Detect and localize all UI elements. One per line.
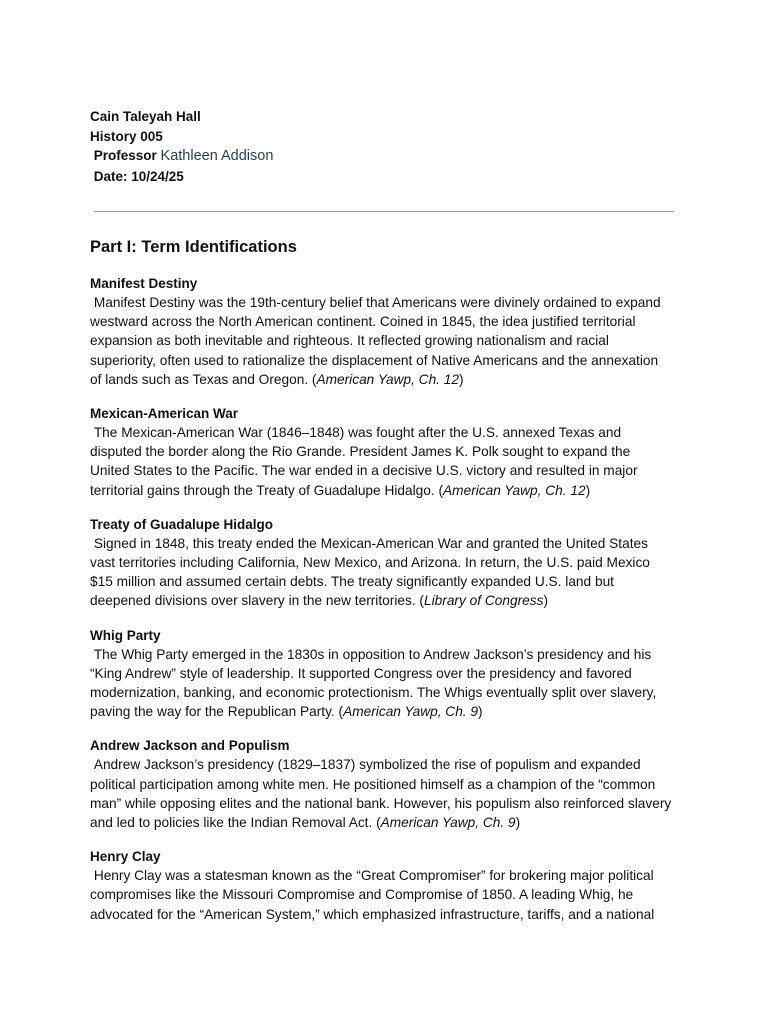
term-title: Whig Party (90, 627, 161, 643)
term-title: Manifest Destiny (90, 276, 198, 291)
term-manifest-destiny (90, 274, 690, 389)
term-body: Signed in 1848, this treaty ended the Mexican-American War and granted the United States vast territories including California, New Mexico, and Arizona. In return, the U.S. paid Mexico $15 million and assumed certain debts. The treaty significantly expanded U.S. land but deepened divisions over slavery in the new territories. (Library of Congress) (90, 535, 650, 609)
term-body: Henry Clay was a statesman known as the “Great Compromiser” for brokering major political compromises like the Missouri Compromise and Compromise of 1850. A leading Whig, he advocated for the “American System,” which emphasized infrastructure, tariffs, and a national (90, 868, 655, 922)
term-list (90, 274, 690, 939)
term-mexican-american-war (90, 404, 690, 500)
term-title: Treaty of Guadalupe Hidalgo (90, 516, 274, 532)
term-henry-clay (90, 847, 690, 924)
horizontal-divider (94, 211, 674, 212)
term-body: The Whig Party emerged in the 1830s in opposition to Andrew Jackson’s presidency and his “King Andrew” style of leadership. It supported Congress over the presidency and favored modernization, banking, and economic protectionism. The Whigs eventually split over slavery, paving the way for the Republican Party. (American Yawp, Ch. 9) (90, 646, 657, 720)
professor-name: Kathleen Addison (160, 148, 274, 164)
term-treaty-guadalupe-hidalgo (90, 515, 690, 611)
section-title: Part I: Term Identifications (90, 238, 297, 256)
course-name: History 005 (90, 128, 163, 144)
term-citation: Library of Congress (424, 593, 544, 609)
professor-label: Professor (90, 148, 161, 163)
student-header (90, 107, 273, 186)
term-citation: American Yawp, Ch. 9 (343, 704, 479, 720)
term-citation: American Yawp, Ch. 12 (443, 482, 586, 498)
term-citation: American Yawp, Ch. 9 (380, 815, 516, 831)
term-andrew-jackson-populism (90, 736, 690, 832)
term-body: Manifest Destiny was the 19th-century belief that Americans were divinely ordained to expand westward across the North American continent. Coined in 1845, the idea justified territorial expansion as both inevitable and righteous. It reflected growing nationalism and racial superiority, often used to rationalize the displacement of Native Americans and the annexation of lands such as Texas and Oregon. (American Yawp, Ch. 12) (90, 295, 661, 387)
professor-line (90, 146, 273, 167)
date-line: Date: 10/24/25 (90, 168, 184, 184)
term-citation: American Yawp, Ch. 12 (316, 371, 460, 387)
term-whig-party (90, 626, 690, 722)
term-title: Andrew Jackson and Populism (90, 738, 290, 754)
term-title: Henry Clay (90, 849, 161, 865)
student-name: Cain Taleyah Hall (90, 109, 201, 124)
term-title: Mexican-American War (90, 406, 239, 422)
term-body: The Mexican-American War (1846–1848) was fought after the U.S. annexed Texas and disputed the border along the Rio Grande. President James K. Polk sought to expand the United States to the Pacific. The war ended in a decisive U.S. victory and resulted in major territorial gains through the Treaty of Guadalupe Hidalgo. (American Yawp, Ch. 12) (90, 425, 638, 498)
term-body: Andrew Jackson’s presidency (1829–1837) symbolized the rise of populism and expanded political participation among white men. He positioned himself as a champion of the “common man” while opposing elites and the national bank. However, his populism also reinforced slavery and led to policies like the Indian Removal Act. (American Yawp, Ch. 9) (90, 757, 672, 831)
